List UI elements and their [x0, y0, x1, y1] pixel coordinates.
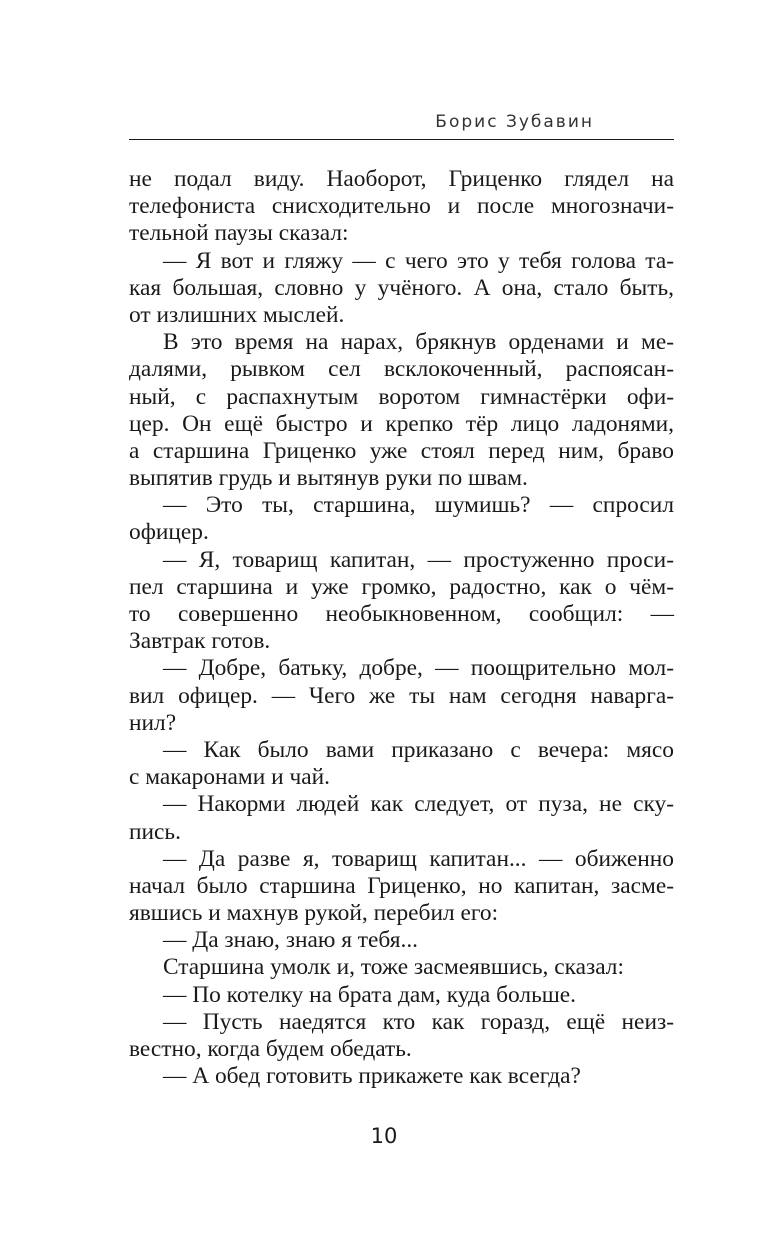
text-line: ный, с распахнутым воротом гимнастёрки офи- — [129, 383, 674, 410]
text-line: с макаронами и чай. — [129, 764, 330, 791]
text-line: телефониста снисходительно и после многозначи- — [129, 193, 674, 220]
text-line: пись. — [129, 818, 181, 845]
text-line: кая большая, словно у учёного. А она, стало быть, — [129, 274, 674, 301]
text-line: — По котелку на брата дам, куда больше. — [163, 981, 576, 1008]
text-line: офицер. — [129, 519, 209, 546]
text-line: — Это ты, старшина, шумишь? — спросил — [163, 492, 674, 519]
text-line: начал было старшина Гриценко, но капитан, засме- — [129, 872, 674, 899]
text-line: нил? — [129, 709, 177, 736]
text-line: — Да знаю, знаю я тебя... — [163, 927, 419, 954]
text-line: — Я вот и гляжу — с чего это у тебя голова та- — [163, 247, 674, 274]
text-line: то совершенно необыкновенном, сообщил: — — [129, 601, 674, 627]
text-line: — Добре, батьку, добре, — поощрительно мол- — [163, 655, 674, 682]
text-line: вестно, когда будем обедать. — [129, 1036, 412, 1062]
page-number: 10 — [370, 1124, 398, 1148]
text-line: вил офицер. — Чего же ты нам сегодня наварга- — [129, 682, 674, 709]
body-text — [129, 166, 674, 1090]
text-line: пел старшина и уже громко, радостно, как о чём- — [129, 573, 674, 600]
text-line: далями, рывком сел всклокоченный, распоясан- — [129, 356, 674, 383]
text-line: В это время на нарах, брякнув орденами и ме- — [163, 329, 674, 356]
text-line: а старшина Гриценко уже стоял перед ним, браво — [129, 437, 674, 464]
text-line: — Да разве я, товарищ капитан... — обиженно — [163, 845, 674, 872]
running-head: Борис Зубавин — [435, 112, 594, 132]
text-line: явшись и махнув рукой, перебил его: — [129, 900, 499, 927]
text-line: — Пусть наедятся кто как горазд, ещё неиз- — [163, 1008, 674, 1035]
text-line: — Накорми людей как следует, от пуза, не ску- — [163, 791, 674, 818]
header-rule — [129, 139, 674, 140]
text-line: цер. Он ещё быстро и крепко тёр лицо ладонями, — [129, 410, 674, 437]
text-line: Завтрак готов. — [129, 628, 271, 655]
text-line: Старшина умолк и, тоже засмеявшись, сказал: — [163, 954, 624, 981]
text-line: — А обед готовить прикажете как всегда? — [163, 1063, 581, 1090]
text-line: — Я, товарищ капитан, — простуженно проси- — [163, 546, 674, 573]
text-line: тельной паузы сказал: — [129, 220, 349, 247]
text-line: — Как было вами приказано с вечера: мясо — [163, 736, 674, 763]
text-line: выпятив грудь и вытянув руки по швам. — [129, 465, 528, 492]
text-line: от излишних мыслей. — [129, 301, 345, 328]
text-line: не подал виду. Наоборот, Гриценко глядел на — [129, 166, 674, 192]
